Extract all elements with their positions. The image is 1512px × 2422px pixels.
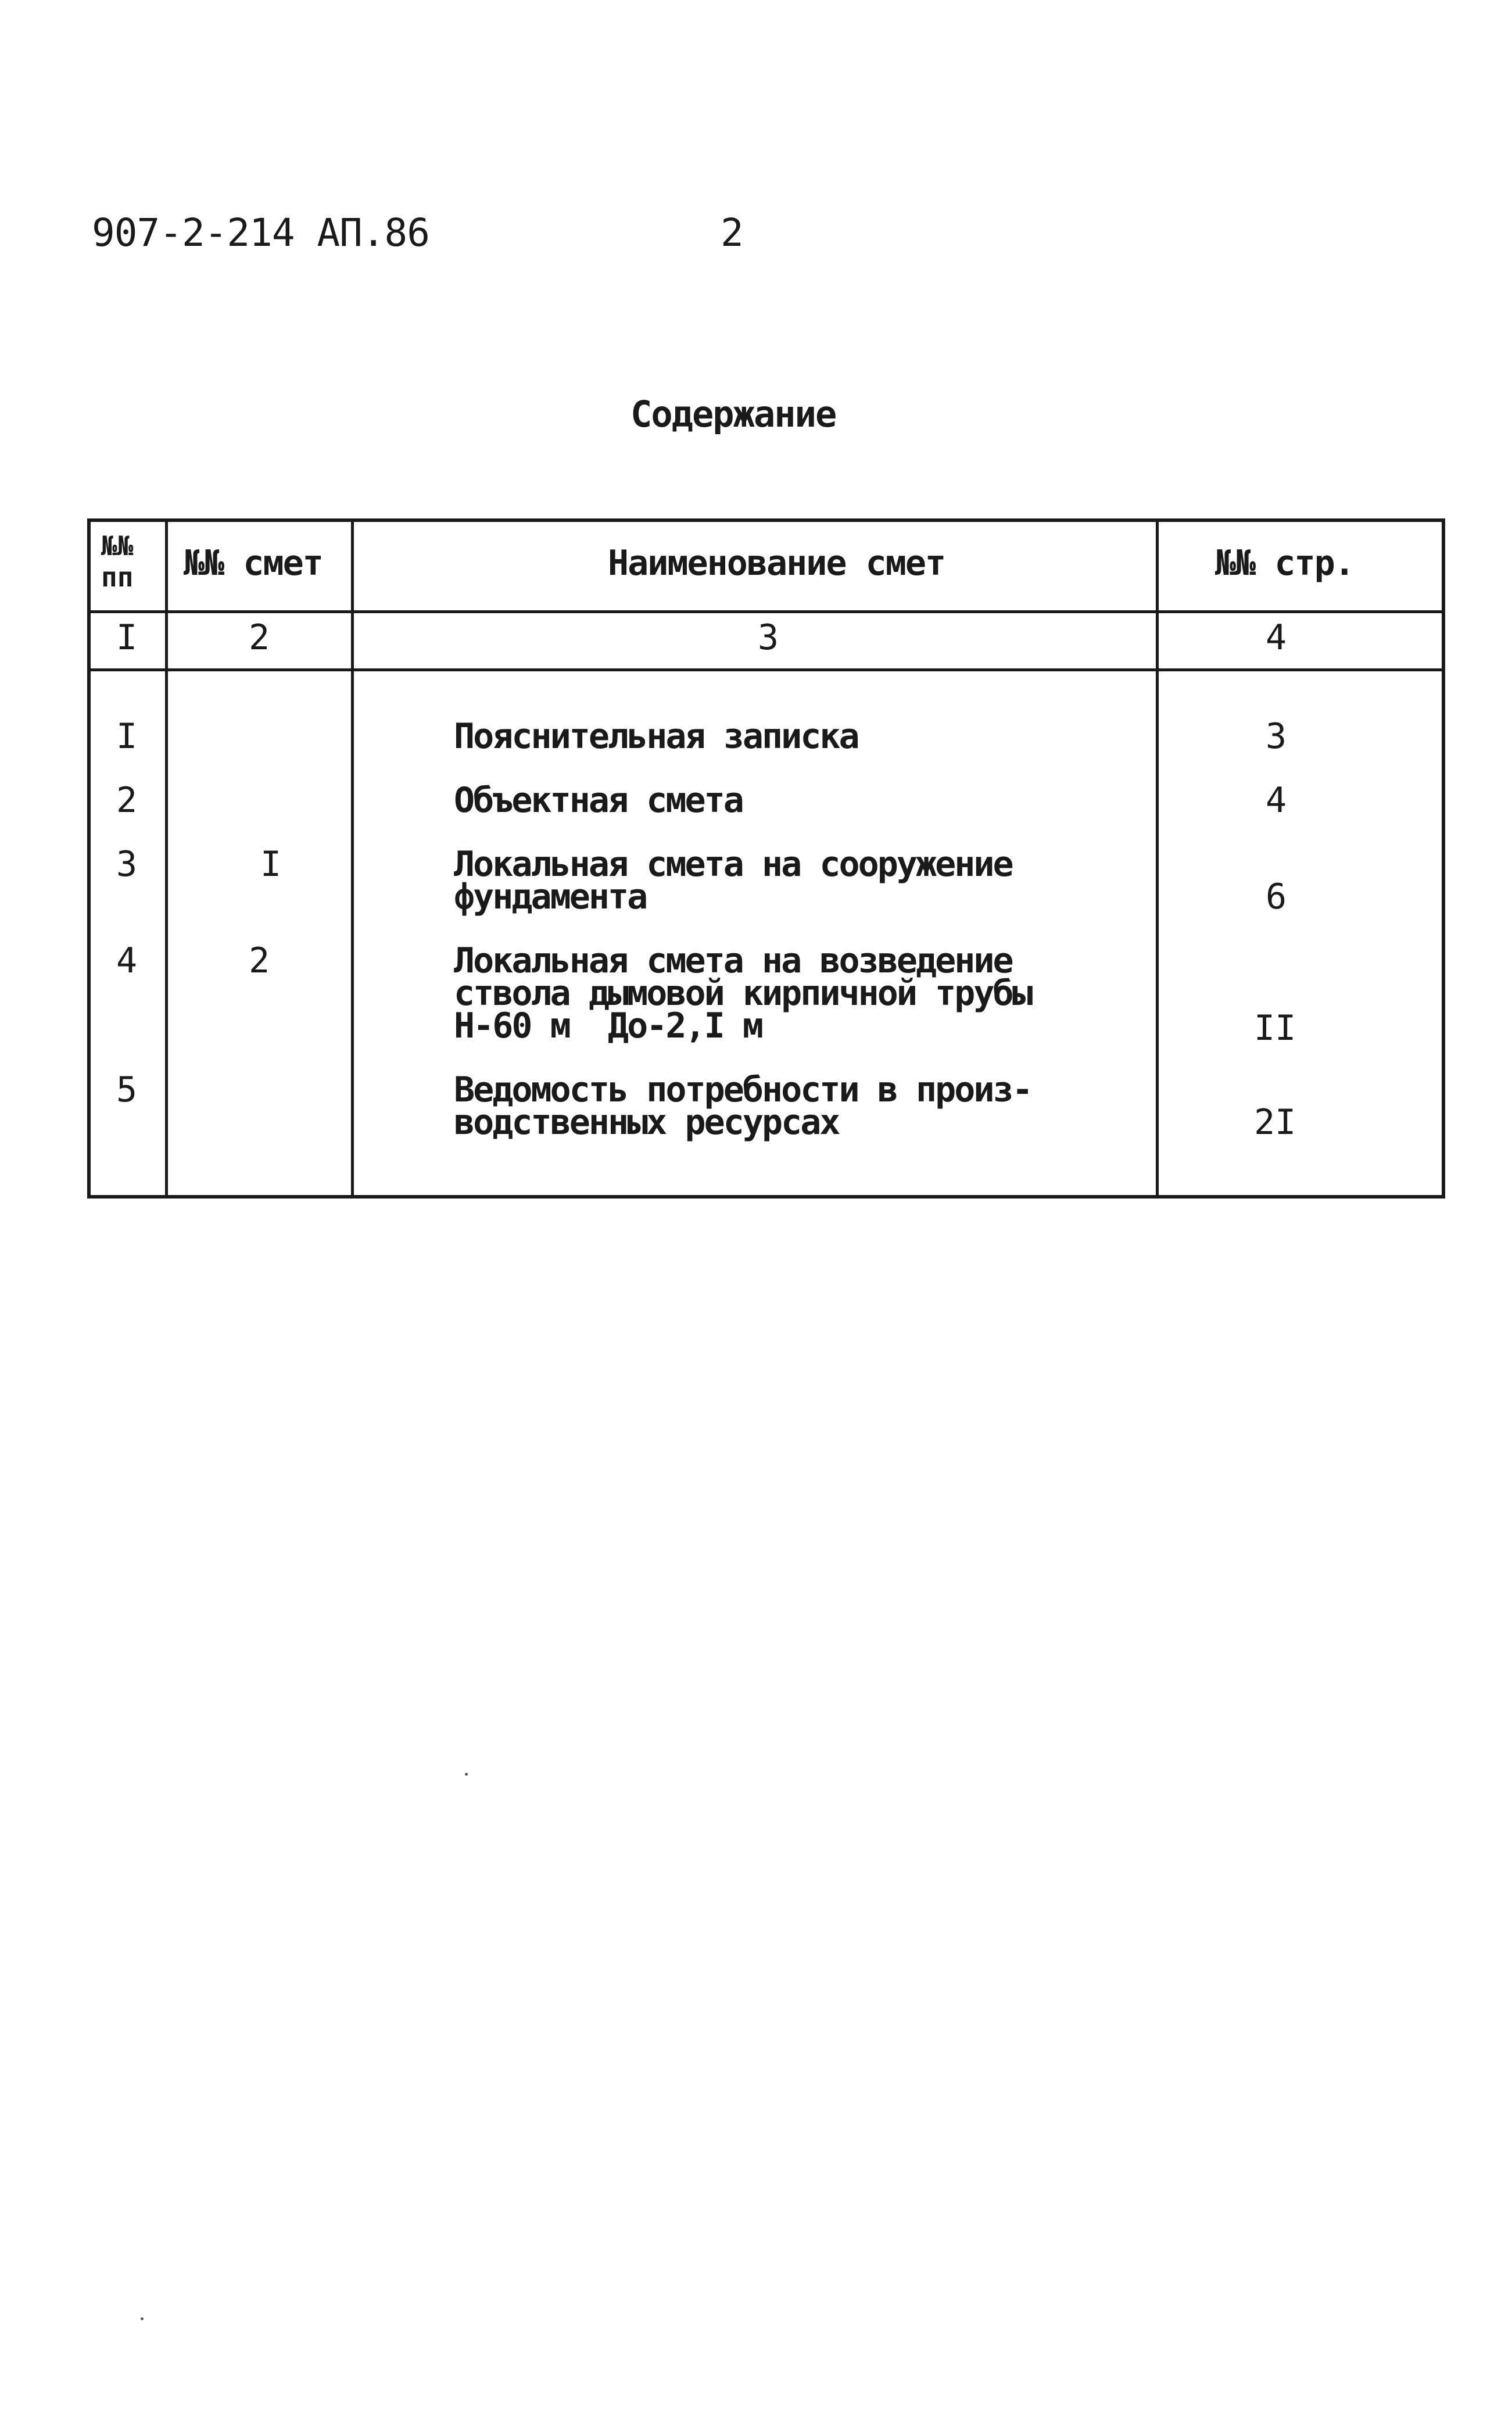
header-col-page: №№ стр. bbox=[1215, 543, 1354, 584]
column-number: 3 bbox=[758, 617, 779, 658]
row-smeta: 2 bbox=[249, 940, 270, 981]
row-name-line: Н-60 м До-2,I м bbox=[454, 1006, 762, 1046]
row-name-line: водственных ресурсах bbox=[454, 1102, 839, 1143]
scan-speck bbox=[141, 2317, 144, 2320]
row-number: 5 bbox=[116, 1069, 138, 1110]
column-number: 4 bbox=[1266, 617, 1287, 658]
row-name-line: Локальная смета на возведение bbox=[454, 940, 1012, 981]
row-name-line: Локальная смета на сооружение bbox=[454, 844, 1012, 885]
table-divider bbox=[1156, 522, 1159, 1195]
row-name-line: фундамента bbox=[454, 877, 647, 917]
contents-table bbox=[87, 518, 1445, 1199]
row-name-line: Ведомость потребности в произ- bbox=[454, 1069, 1031, 1110]
row-number: 3 bbox=[116, 844, 138, 885]
row-name-line: ствола дымовой кирпичной трубы bbox=[454, 973, 1031, 1014]
row-page: 2I bbox=[1254, 1102, 1296, 1143]
row-number: I bbox=[116, 716, 138, 757]
row-page: 6 bbox=[1266, 877, 1287, 917]
document-code: 907-2-214 АП.86 bbox=[92, 210, 430, 255]
table-divider bbox=[91, 610, 1442, 613]
column-number: I bbox=[116, 617, 138, 658]
row-number: 2 bbox=[116, 780, 138, 821]
row-name-line: Пояснительная записка bbox=[454, 716, 858, 757]
row-number: 4 bbox=[116, 940, 138, 981]
page-number: 2 bbox=[721, 210, 744, 255]
page-title: Содержание bbox=[630, 393, 836, 435]
row-page: II bbox=[1254, 1008, 1296, 1049]
table-divider bbox=[165, 522, 168, 1195]
row-page: 4 bbox=[1266, 780, 1287, 821]
scan-speck bbox=[465, 1773, 468, 1776]
row-name-line: Объектная смета bbox=[454, 780, 743, 821]
column-number: 2 bbox=[249, 617, 270, 658]
table-divider bbox=[91, 668, 1442, 671]
row-smeta: I bbox=[260, 844, 282, 885]
header-col-smeta: №№ смет bbox=[184, 543, 323, 584]
header-col-number-line1: №№ bbox=[101, 530, 134, 561]
header-col-name: Наименование смет bbox=[608, 543, 945, 584]
row-page: 3 bbox=[1266, 716, 1287, 757]
table-divider bbox=[351, 522, 354, 1195]
header-col-number-line2: пп bbox=[101, 561, 134, 593]
